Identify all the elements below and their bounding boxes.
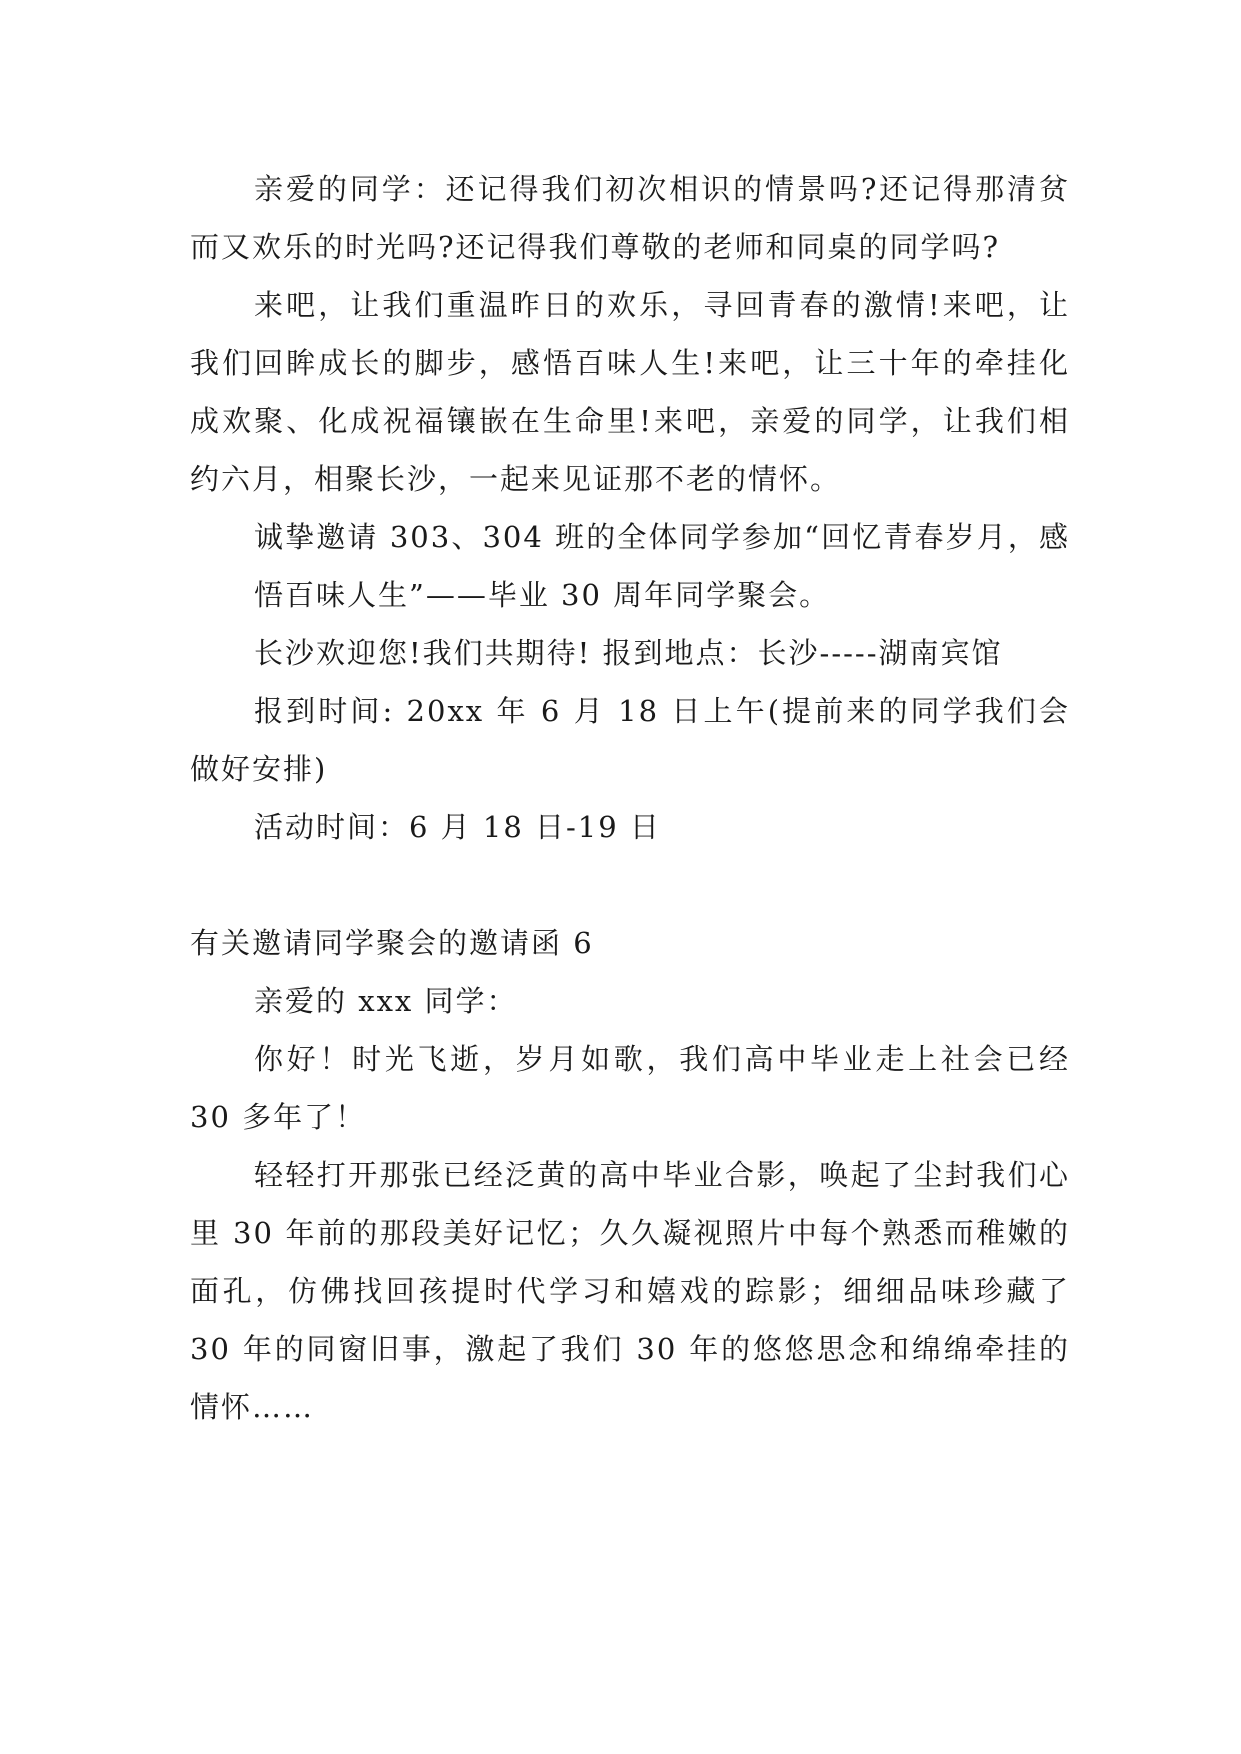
paragraph-greeting-questions: 亲爱的同学：还记得我们初次相识的情景吗?还记得那清贫而又欢乐的时光吗?还记得我们尊敬的老师和同桌的同学吗?	[190, 172, 1070, 264]
paragraph-location: 长沙欢迎您!我们共期待! 报到地点：长沙-----湖南宾馆	[254, 636, 1003, 670]
document-body	[190, 160, 1070, 1436]
section-heading: 有关邀请同学聚会的邀请函 6	[190, 926, 594, 960]
paragraph-come-on: 来吧，让我们重温昨日的欢乐，寻回青春的激情!来吧，让我们回眸成长的脚步，感悟百味人生!来吧，让三十年的牵挂化成欢聚、化成祝福镶嵌在生命里!来吧，亲爱的同学，让我们相约六月，相聚长沙，一起来见证那不老的情怀。	[190, 288, 1070, 496]
paragraph-hello: 你好！时光飞逝，岁月如歌，我们高中毕业走上社会已经 30 多年了！	[190, 1042, 1070, 1134]
paragraph-report-time: 报到时间: 20xx 年 6 月 18 日上午(提前来的同学我们会做好安排)	[190, 694, 1070, 786]
paragraph-memories: 轻轻打开那张已经泛黄的高中毕业合影，唤起了尘封我们心里 30 年前的那段美好记忆；久久凝视照片中每个熟悉而稚嫩的面孔，仿佛找回孩提时代学习和嬉戏的踪影；细细品味珍藏了 30 年的同窗旧事，激起了我们 30 年的悠悠思念和绵绵牵挂的情怀……	[190, 1158, 1070, 1424]
paragraph-activity-time: 活动时间：6 月 18 日-19 日	[254, 810, 661, 844]
paragraph-salutation: 亲爱的 xxx 同学：	[254, 984, 518, 1018]
section-gap	[190, 856, 1070, 914]
paragraph-invitation: 诚挚邀请 303、304 班的全体同学参加“回忆青春岁月，感悟百味人生”——毕业 30 周年同学聚会。	[254, 520, 1070, 612]
